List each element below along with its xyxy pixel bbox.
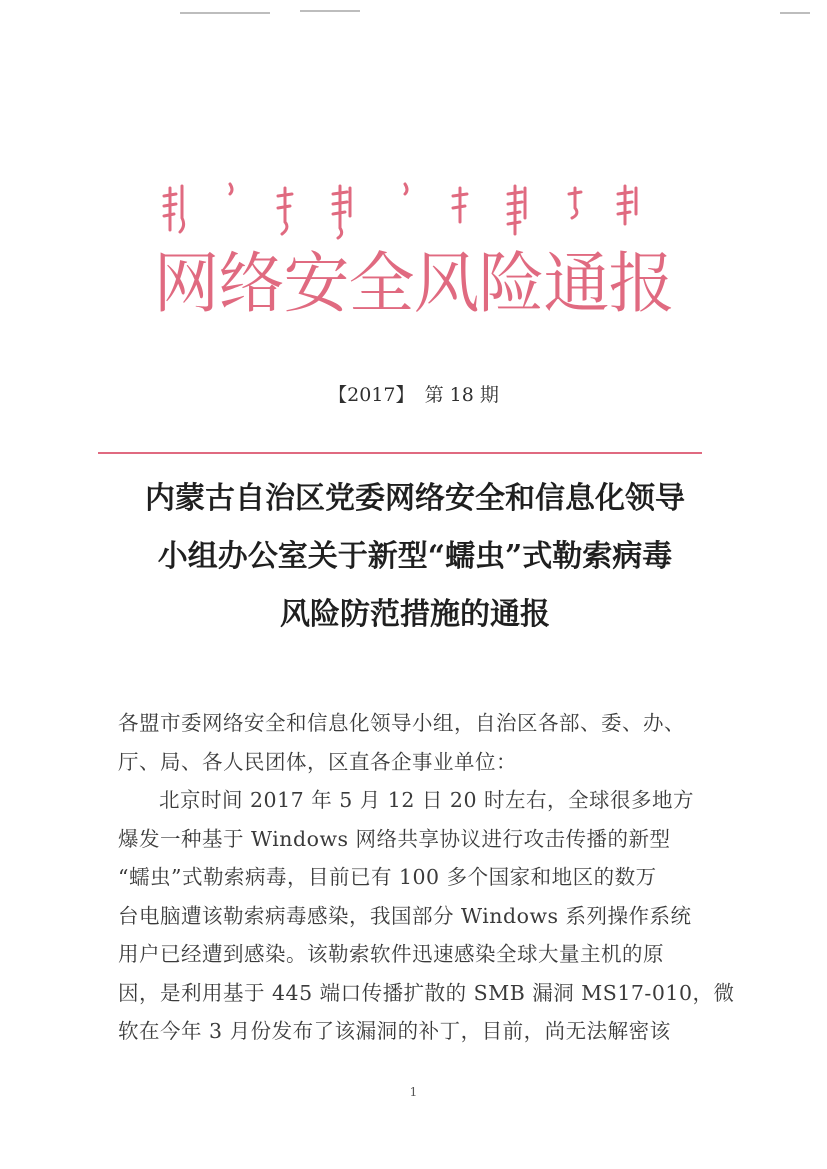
mongolian-script-heading	[160, 178, 660, 240]
scan-speck	[180, 12, 270, 14]
body-line: 软在今年 3 月份发布了该漏洞的补丁，目前，尚无法解密该	[118, 1019, 671, 1043]
body-line: 因，是利用基于 445 端口传播扩散的 SMB 漏洞 MS17-010，微	[118, 980, 735, 1005]
body-line: 爆发一种基于 Windows 网络共享协议进行攻击传播的新型	[118, 826, 671, 851]
scan-speck	[300, 10, 360, 12]
document-title-line: 内蒙古自治区党委网络安全和信息化领导	[145, 481, 685, 516]
document-body	[118, 704, 735, 1051]
body-line: “蠕虫”式勒索病毒，目前已有 100 多个国家和地区的数万	[118, 865, 657, 889]
body-line: 各盟市委网络安全和信息化领导小组，自治区各部、委、办、	[118, 711, 685, 735]
document-title-line: 小组办公室关于新型“蠕虫”式勒索病毒	[157, 539, 673, 574]
scan-speck	[780, 12, 810, 14]
body-line: 北京时间 2017 年 5 月 12 日 20 时左右，全球很多地方	[159, 788, 695, 812]
body-line: 厅、局、各人民团体，区直各企事业单位：	[118, 749, 517, 774]
document-title	[110, 470, 720, 644]
masthead-title: 网络安全风险通报	[153, 245, 674, 322]
body-line: 台电脑遭该勒索病毒感染，我国部分 Windows 系列操作系统	[118, 903, 692, 928]
document-title-line: 风险防范措施的通报	[280, 597, 550, 632]
body-line: 用户已经遭到感染。该勒索软件迅速感染全球大量主机的原	[118, 942, 664, 966]
mongolian-script-glyphs	[160, 178, 660, 240]
masthead-divider	[98, 452, 702, 454]
issue-number	[0, 380, 827, 407]
issue-year: 【2017】	[328, 384, 415, 406]
page-number: 1	[409, 1085, 418, 1099]
issue-serial: 第 18 期	[424, 384, 499, 406]
